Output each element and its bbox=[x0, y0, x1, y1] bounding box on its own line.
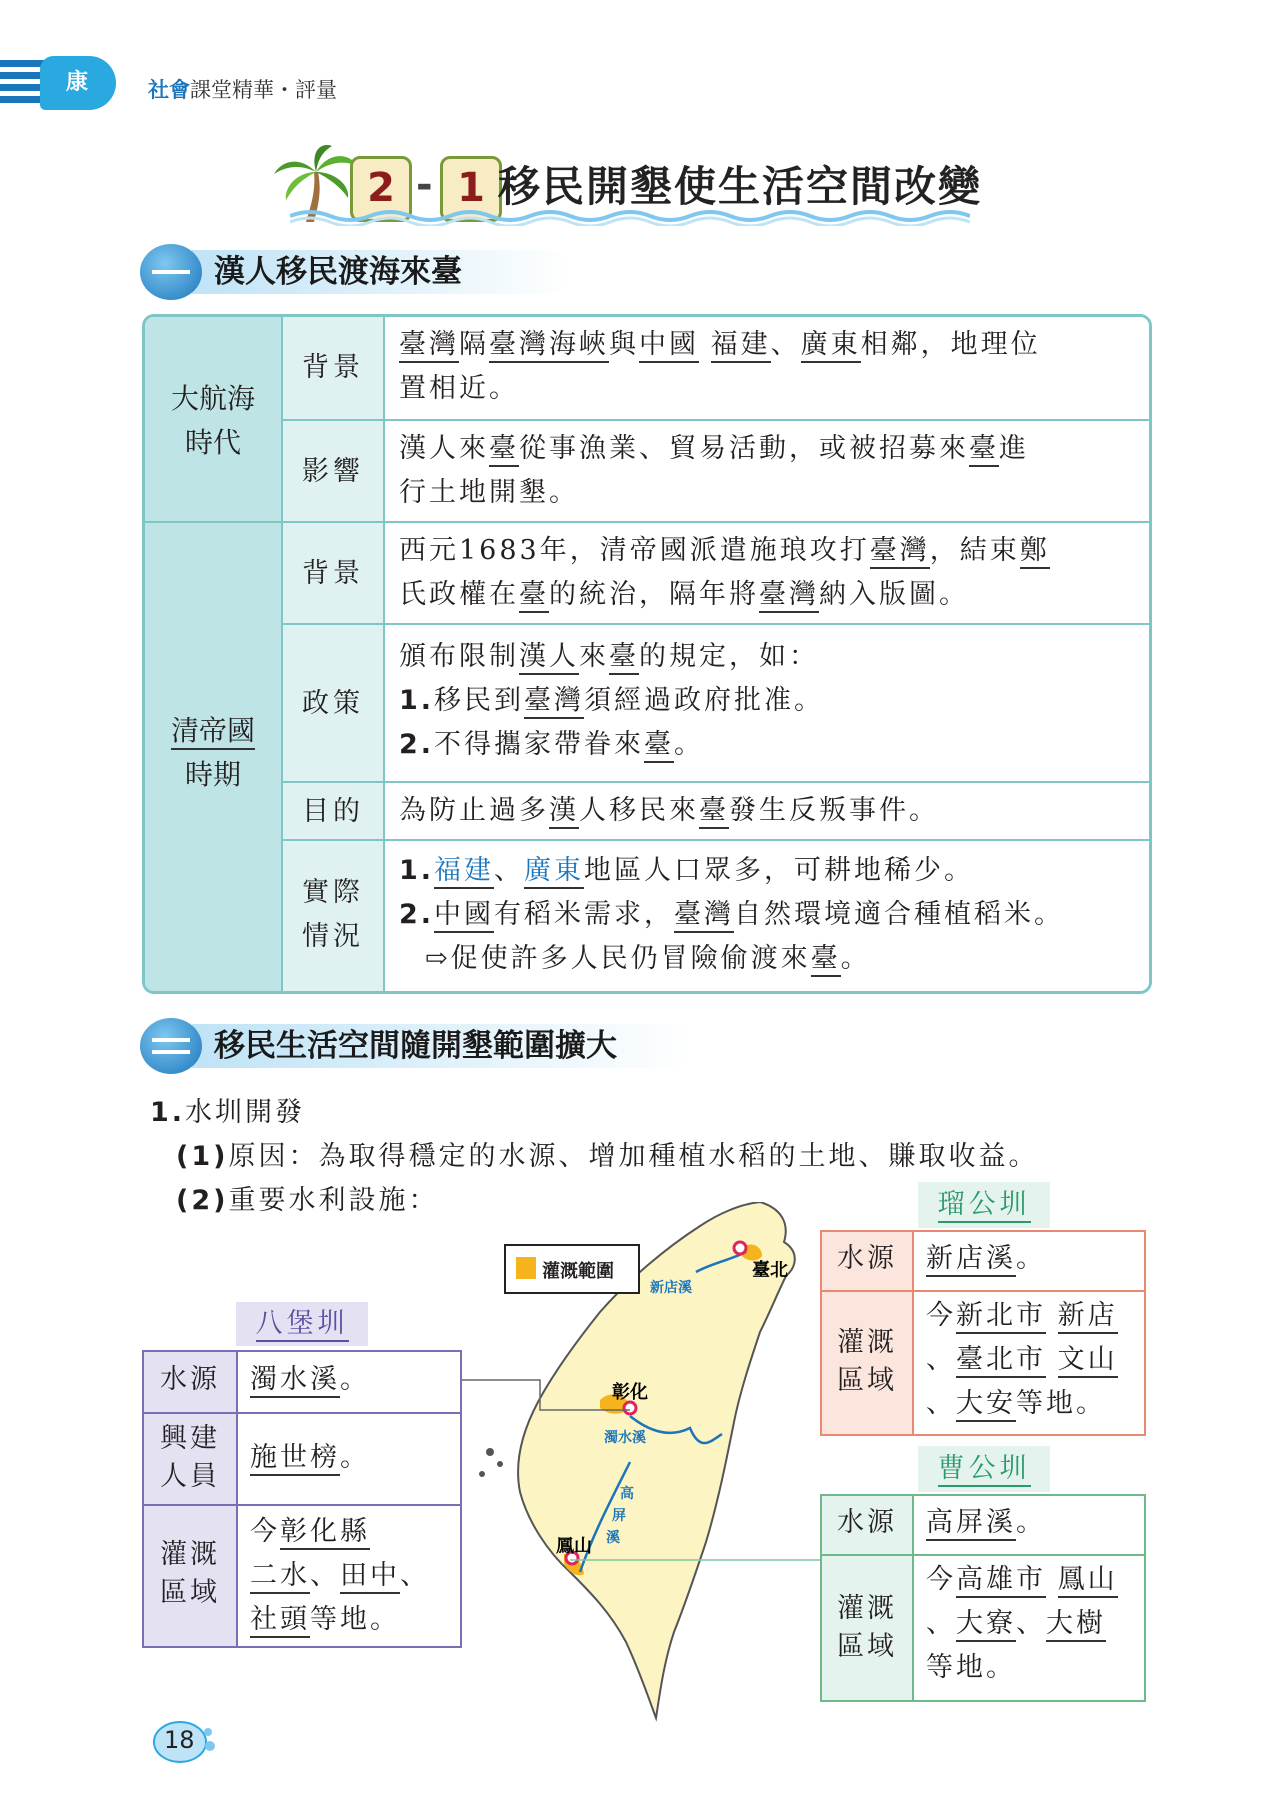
taipei-marker bbox=[734, 1242, 746, 1254]
water-facilities: (2)重要水利設施： bbox=[176, 1185, 439, 1216]
section-heading-2-text: 移民生活空間隨開墾範圍擴大 bbox=[214, 1028, 617, 1064]
caogong-source-label: 水源 bbox=[822, 1496, 912, 1554]
legend-swatch bbox=[516, 1257, 536, 1279]
label-actual-line1: 實際 bbox=[302, 877, 364, 908]
era1-line1: 大航海 bbox=[170, 382, 255, 415]
era2-line1: 清帝國 bbox=[171, 714, 255, 750]
section-heading-1 bbox=[140, 244, 560, 300]
lesson-title bbox=[270, 142, 990, 226]
era2-line2: 時期 bbox=[184, 758, 241, 791]
immigration-table bbox=[142, 314, 1152, 994]
map-legend bbox=[504, 1244, 640, 1294]
liugong-source: 新店溪。 bbox=[912, 1232, 1144, 1290]
caogong-area-label: 灌溉 區域 bbox=[822, 1554, 912, 1700]
section-heading-1-text: 漢人移民渡海來臺 bbox=[214, 254, 462, 290]
chapter-number: 2 bbox=[367, 165, 395, 211]
water-heading: 1.水圳開發 bbox=[150, 1097, 306, 1128]
era1-line2: 時代 bbox=[184, 426, 241, 459]
babao-area-label: 灌溉 區域 bbox=[144, 1504, 236, 1646]
section-heading-2 bbox=[140, 1018, 700, 1074]
label-policy: 政策 bbox=[281, 623, 383, 781]
map-label-zhuoshui: 濁水溪 bbox=[604, 1430, 646, 1446]
liugong-table bbox=[820, 1230, 1146, 1436]
era-cell-qing bbox=[145, 521, 281, 991]
liugong-title: 瑠公圳 bbox=[918, 1182, 1050, 1228]
map-label-changhua: 彰化 bbox=[612, 1382, 648, 1403]
map-label-taipei: 臺北 bbox=[752, 1260, 788, 1281]
legend-label: 灌溉範圍 bbox=[542, 1261, 614, 1282]
babao-source: 濁水溪。 bbox=[236, 1352, 460, 1412]
header-series bbox=[148, 74, 337, 104]
babao-builder: 施世榜。 bbox=[236, 1412, 460, 1504]
title-dash: - bbox=[416, 162, 433, 208]
page-number: 18 bbox=[164, 1726, 195, 1754]
content-qing-purpose: 為防止過多漢人移民來臺發生反叛事件。 bbox=[383, 781, 1149, 839]
changhua-marker bbox=[624, 1402, 636, 1414]
babao-area: 今彰化縣 二水、田中、 社頭等地。 bbox=[236, 1504, 460, 1646]
caogong-title: 曹公圳 bbox=[918, 1446, 1050, 1492]
map-label-xindian: 新店溪 bbox=[650, 1280, 692, 1296]
wave-decoration bbox=[290, 208, 970, 226]
content-age-background: 臺灣隔臺灣海峽與中國 福建、廣東相鄰，地理位 置相近。 bbox=[383, 317, 1149, 419]
content-qing-actual: 1.福建、廣東地區人口眾多，可耕地稀少。 2.中國有稻米需求，臺灣自然環境適合種植稻米。 ⇨促使許多人民仍冒險偷渡來臺。 bbox=[383, 839, 1149, 991]
logo-text: 康 bbox=[66, 70, 89, 95]
content-qing-policy: 頒布限制漢人來臺的規定，如： 1.移民到臺灣須經過政府批准。 2.不得攜家帶眷來臺。 bbox=[383, 623, 1149, 781]
content-qing-background: 西元1683年，清帝國派遣施琅攻打臺灣，結束鄭 氏政權在臺的統治，隔年將臺灣納入版圖。 bbox=[383, 521, 1149, 623]
label-background-2: 背景 bbox=[281, 521, 383, 623]
lesson-title-text: 移民開墾使生活空間改變 bbox=[498, 162, 983, 211]
map-label-fengshan: 鳳山 bbox=[556, 1536, 592, 1557]
label-background-1: 背景 bbox=[281, 317, 383, 419]
map-label-gaoping-2: 屏 bbox=[612, 1508, 626, 1524]
lesson-number: 1 bbox=[457, 165, 485, 211]
publisher-logo bbox=[40, 56, 116, 110]
label-impact: 影響 bbox=[281, 419, 383, 521]
label-actual bbox=[281, 839, 383, 991]
caogong-area: 今高雄市 鳳山 、大寮、大樹 等地。 bbox=[912, 1554, 1144, 1700]
babao-source-label: 水源 bbox=[144, 1352, 236, 1412]
label-purpose: 目的 bbox=[281, 781, 383, 839]
page-number-badge bbox=[150, 1716, 216, 1766]
babao-table bbox=[142, 1350, 462, 1648]
section-number-two-icon bbox=[140, 1018, 202, 1074]
liugong-area: 今新北市 新店 、臺北市 文山 、大安等地。 bbox=[912, 1290, 1144, 1434]
section-number-one-icon bbox=[140, 244, 202, 300]
content-age-impact: 漢人來臺從事漁業、貿易活動，或被招募來臺進 行土地開墾。 bbox=[383, 419, 1149, 521]
liugong-source-label: 水源 bbox=[822, 1232, 912, 1290]
caogong-table bbox=[820, 1494, 1146, 1702]
caogong-source: 高屏溪。 bbox=[912, 1496, 1144, 1554]
babao-builder-label: 興建 人員 bbox=[144, 1412, 236, 1504]
babao-title: 八堡圳 bbox=[236, 1302, 368, 1346]
series-label: 課堂精華・評量 bbox=[190, 78, 337, 102]
map-label-gaoping-3: 溪 bbox=[606, 1530, 620, 1546]
label-actual-line2: 情況 bbox=[302, 921, 364, 952]
subject-label: 社會 bbox=[148, 78, 190, 102]
era-cell-age-of-discovery bbox=[145, 317, 281, 521]
liugong-area-label: 灌溉 區域 bbox=[822, 1290, 912, 1434]
map-label-gaoping-1: 高 bbox=[620, 1486, 634, 1502]
water-reason: (1)原因：為取得穩定的水源、增加種植水稻的土地、賺取收益。 bbox=[176, 1141, 1039, 1172]
